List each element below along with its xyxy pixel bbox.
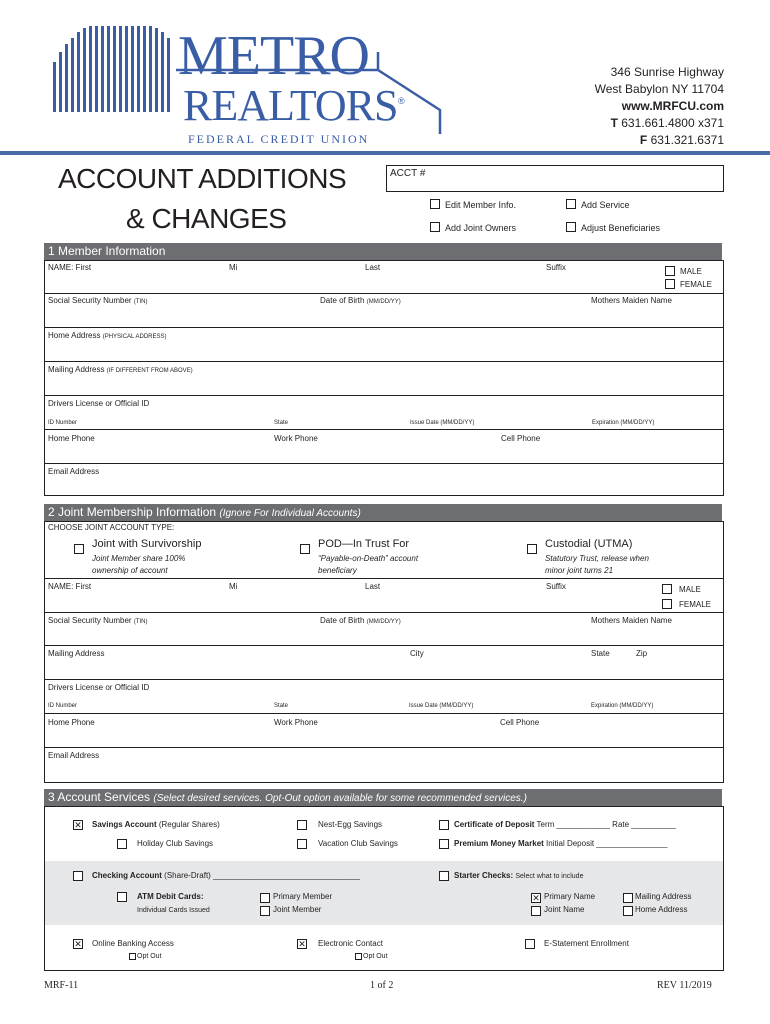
s2-divider xyxy=(44,612,724,613)
edit-member-checkbox[interactable] xyxy=(430,199,440,209)
s2-mailing-label: Mailing Address xyxy=(48,649,105,658)
phone-prefix: T xyxy=(610,116,622,130)
acct-field[interactable] xyxy=(386,165,724,192)
s1-home-address-label xyxy=(48,331,167,340)
address-line2: West Babylon NY 11704 xyxy=(594,82,724,96)
s1-home-address-hint: (PHYSICAL ADDRESS) xyxy=(102,334,167,340)
s2-pod-label: POD—In Trust For xyxy=(318,538,410,550)
logo-registered: ® xyxy=(398,96,405,106)
s1-dob-hint: (MM/DD/YY) xyxy=(366,299,401,305)
s2-dob-label xyxy=(320,616,401,625)
s3-electronic-label: Electronic Contact xyxy=(318,939,383,948)
s3-holiday-checkbox[interactable] xyxy=(117,839,127,849)
s1-last-label: Last xyxy=(365,263,381,272)
s1-mi-label: Mi xyxy=(229,263,238,272)
footer-page: 1 of 2 xyxy=(370,980,394,991)
s3-starter-text: Starter Checks: xyxy=(454,871,514,880)
s1-maiden-label: Mothers Maiden Name xyxy=(591,296,672,305)
s3-starter-hint: Select what to include xyxy=(515,873,584,880)
s3-pmm-checkbox[interactable] xyxy=(439,839,449,849)
s1-divider xyxy=(44,293,724,294)
s3-savings-checkbox[interactable] xyxy=(73,820,83,830)
s3-primary-name-checkbox[interactable] xyxy=(531,893,541,903)
s1-male-label: MALE xyxy=(680,267,702,276)
s3-mailing-address-checkbox[interactable] xyxy=(623,893,633,903)
s3-joint-name-checkbox[interactable] xyxy=(531,906,541,916)
beneficiaries-checkbox[interactable] xyxy=(566,222,576,232)
s1-divider xyxy=(44,361,724,362)
s1-home-address-text: Home Address xyxy=(48,331,101,340)
s2-pod-desc1: “Payable-on-Death” account xyxy=(318,554,419,563)
s2-id-number-label: ID Number xyxy=(48,703,78,709)
s1-dl-label: Drivers License or Official ID xyxy=(48,399,150,408)
s1-dob-label xyxy=(320,296,401,305)
s3-estatement-checkbox[interactable] xyxy=(525,939,535,949)
header-rule xyxy=(0,151,770,155)
s3-vacation-label: Vacation Club Savings xyxy=(318,839,398,848)
s1-ssn-text: Social Security Number xyxy=(48,296,132,305)
s1-female-label: FEMALE xyxy=(680,280,713,289)
s2-issue-label: Issue Date (MM/DD/YY) xyxy=(409,703,474,709)
add-service-label: Add Service xyxy=(581,200,630,210)
s1-divider xyxy=(44,327,724,328)
s3-checking-hint[interactable]: (Share-Draft) _________________________________ xyxy=(164,871,360,880)
s2-email-label: Email Address xyxy=(48,751,100,760)
phone-number: 631.661.4800 x371 xyxy=(621,116,724,130)
s1-mailing-label xyxy=(48,365,193,374)
add-joint-label: Add Joint Owners xyxy=(445,223,517,233)
s2-pod-checkbox[interactable] xyxy=(300,544,310,554)
footer-form-id: MRF-11 xyxy=(44,980,79,991)
s2-expiration-label: Expiration (MM/DD/YY) xyxy=(591,703,654,709)
s2-divider xyxy=(44,645,724,646)
s2-name-first-label: NAME: First xyxy=(48,582,92,591)
s2-work-phone-label: Work Phone xyxy=(274,718,318,727)
s3-starter-label xyxy=(454,871,583,880)
s3-cod-checkbox[interactable] xyxy=(439,820,449,830)
s3-online-optout-checkbox[interactable] xyxy=(129,953,136,960)
s2-divider xyxy=(44,679,724,680)
s3-savings-label xyxy=(92,820,220,829)
s2-survivorship-label: Joint with Survivorship xyxy=(92,538,202,550)
s3-checking-checkbox[interactable] xyxy=(73,871,83,881)
s2-custodial-desc1: Statutory Trust, release when xyxy=(545,554,649,563)
s3-savings-text: Savings Account xyxy=(92,820,157,829)
add-joint-checkbox[interactable] xyxy=(430,222,440,232)
s2-ssn-hint: (TIN) xyxy=(133,619,148,625)
s2-custodial-label: Custodial (UTMA) xyxy=(545,538,633,550)
s3-home-address-checkbox[interactable] xyxy=(623,906,633,916)
s2-divider xyxy=(44,713,724,714)
s1-ssn-label xyxy=(48,296,148,305)
section3-title: 3 Account Services xyxy=(48,790,151,804)
s3-joint-name-label: Joint Name xyxy=(544,905,585,914)
s3-primary-member-label: Primary Member xyxy=(273,892,333,901)
s3-online-label: Online Banking Access xyxy=(92,939,174,948)
s1-id-number-label: ID Number xyxy=(48,420,78,426)
s2-ssn-text: Social Security Number xyxy=(48,616,132,625)
s1-work-phone-label: Work Phone xyxy=(274,434,318,443)
s2-dl-state-label: State xyxy=(274,703,289,709)
s2-state-label: State xyxy=(591,649,610,658)
s3-joint-member-label: Joint Member xyxy=(273,905,322,914)
s3-online-optout-label: Opt Out xyxy=(137,953,162,960)
s1-divider xyxy=(44,395,724,396)
s1-state-label: State xyxy=(274,420,289,426)
s3-term-field[interactable]: Term ____________ xyxy=(536,820,610,829)
s3-home-address-label: Home Address xyxy=(635,905,688,914)
s2-custodial-checkbox[interactable] xyxy=(527,544,537,554)
s2-city-label: City xyxy=(410,649,424,658)
s1-name-first-label: NAME: First xyxy=(48,263,92,272)
s3-atm-label: ATM Debit Cards: xyxy=(137,892,204,901)
s2-male-label: MALE xyxy=(679,585,701,594)
s3-vacation-checkbox[interactable] xyxy=(297,839,307,849)
phone-line xyxy=(595,115,724,132)
s3-rate-field[interactable]: Rate __________ xyxy=(612,820,676,829)
s1-expiration-label: Expiration (MM/DD/YY) xyxy=(592,420,655,426)
s1-email-label: Email Address xyxy=(48,467,100,476)
s3-joint-member-checkbox[interactable] xyxy=(260,906,270,916)
edit-member-label: Edit Member Info. xyxy=(445,200,517,210)
s3-nest-egg-label: Nest-Egg Savings xyxy=(318,820,383,829)
website-link[interactable]: www.MRFCU.com xyxy=(621,99,724,113)
s2-ssn-label xyxy=(48,616,148,625)
s3-primary-name-label: Primary Name xyxy=(544,892,596,901)
s2-divider xyxy=(44,747,724,748)
s3-estatement-label: E-Statement Enrollment xyxy=(544,939,629,948)
section1-title: 1 Member Information xyxy=(48,244,166,258)
address-line1: 346 Sunrise Highway xyxy=(610,65,724,79)
s3-starter-checkbox[interactable] xyxy=(439,871,449,881)
s2-male-checkbox[interactable] xyxy=(662,584,672,594)
s3-checking-text: Checking Account xyxy=(92,871,162,880)
logo-realtors: REALTORS xyxy=(183,81,398,130)
logo xyxy=(48,22,448,148)
fax-prefix: F xyxy=(639,133,651,147)
logo-metro: METRO xyxy=(178,25,369,87)
s2-survivorship-checkbox[interactable] xyxy=(74,544,84,554)
s2-mi-label: Mi xyxy=(229,582,238,591)
s2-dob-text: Date of Birth xyxy=(320,616,365,625)
s3-electronic-optout-label: Opt Out xyxy=(363,953,388,960)
section2-title: 2 Joint Membership Information xyxy=(48,505,217,519)
s2-home-phone-label: Home Phone xyxy=(48,718,95,727)
s2-last-label: Last xyxy=(365,582,381,591)
s2-survivorship-desc2: ownership of account xyxy=(92,566,168,575)
s2-survivorship-desc1: Joint Member share 100% xyxy=(92,554,186,563)
section3-title-note: (Select desired services. Opt-Out option available for some recommended services.) xyxy=(153,793,527,804)
section2-header xyxy=(44,504,722,521)
s3-mailing-address-label: Mailing Address xyxy=(635,892,692,901)
s2-dob-hint: (MM/DD/YY) xyxy=(366,619,401,625)
s3-electronic-optout-checkbox[interactable] xyxy=(355,953,362,960)
section1-header xyxy=(44,243,722,260)
s1-female-checkbox[interactable] xyxy=(665,279,675,289)
fax-number: 631.321.6371 xyxy=(650,133,724,147)
section3-header xyxy=(44,789,722,806)
s2-choose-label: CHOOSE JOINT ACCOUNT TYPE: xyxy=(48,523,175,532)
s2-cell-phone-label: Cell Phone xyxy=(500,718,540,727)
s1-male-checkbox[interactable] xyxy=(665,266,675,276)
s3-cod-text: Certificate of Deposit xyxy=(454,820,535,829)
s3-holiday-label: Holiday Club Savings xyxy=(137,839,214,848)
fax-line xyxy=(595,132,724,149)
beneficiaries-label: Adjust Beneficiaries xyxy=(581,223,661,233)
s3-primary-member-checkbox[interactable] xyxy=(260,893,270,903)
s1-suffix-label: Suffix xyxy=(546,263,566,272)
s2-pod-desc2: beneficiary xyxy=(318,566,357,575)
s2-maiden-label: Mothers Maiden Name xyxy=(591,616,672,625)
logo-fcu: FEDERAL CREDIT UNION xyxy=(188,132,370,146)
s2-custodial-desc2: minor joint turns 21 xyxy=(545,566,614,575)
s3-online-checkbox[interactable] xyxy=(73,939,83,949)
footer-rev: REV 11/2019 xyxy=(657,980,712,991)
s3-savings-hint: (Regular Shares) xyxy=(158,820,220,829)
s2-dl-label: Drivers License or Official ID xyxy=(48,683,150,692)
page-title-line1: ACCOUNT ADDITIONS xyxy=(58,163,347,194)
s1-issue-label: Issue Date (MM/DD/YY) xyxy=(410,420,475,426)
s1-ssn-hint: (TIN) xyxy=(133,299,148,305)
s1-dob-text: Date of Birth xyxy=(320,296,365,305)
s1-home-phone-label: Home Phone xyxy=(48,434,95,443)
s1-divider xyxy=(44,463,724,464)
page-title-line2: & CHANGES xyxy=(126,203,287,234)
s1-divider xyxy=(44,429,724,430)
s2-zip-label: Zip xyxy=(636,649,648,658)
s3-atm-checkbox[interactable] xyxy=(117,892,127,902)
s3-electronic-checkbox[interactable] xyxy=(297,939,307,949)
acct-label: ACCT # xyxy=(390,168,426,179)
add-service-checkbox[interactable] xyxy=(566,199,576,209)
s1-mailing-hint: (IF DIFFERENT FROM ABOVE) xyxy=(106,368,193,374)
s3-pmm-text: Premium Money Market xyxy=(454,839,544,848)
s3-checking-label xyxy=(92,871,360,880)
s2-female-label: FEMALE xyxy=(679,600,712,609)
s1-mailing-text: Mailing Address xyxy=(48,365,105,374)
s2-suffix-label: Suffix xyxy=(546,582,566,591)
s2-divider xyxy=(44,578,724,579)
s3-cod-label xyxy=(454,820,676,829)
s3-cards-issued-label: Individual Cards Issued xyxy=(137,907,210,914)
s3-nest-egg-checkbox[interactable] xyxy=(297,820,307,830)
s3-pmm-label xyxy=(454,839,667,848)
s1-cell-phone-label: Cell Phone xyxy=(501,434,541,443)
contact-block xyxy=(595,64,724,149)
s2-female-checkbox[interactable] xyxy=(662,599,672,609)
section2-title-note: (Ignore For Individual Accounts) xyxy=(219,508,361,519)
s3-initial-field[interactable]: Initial Deposit ________________ xyxy=(546,839,668,848)
